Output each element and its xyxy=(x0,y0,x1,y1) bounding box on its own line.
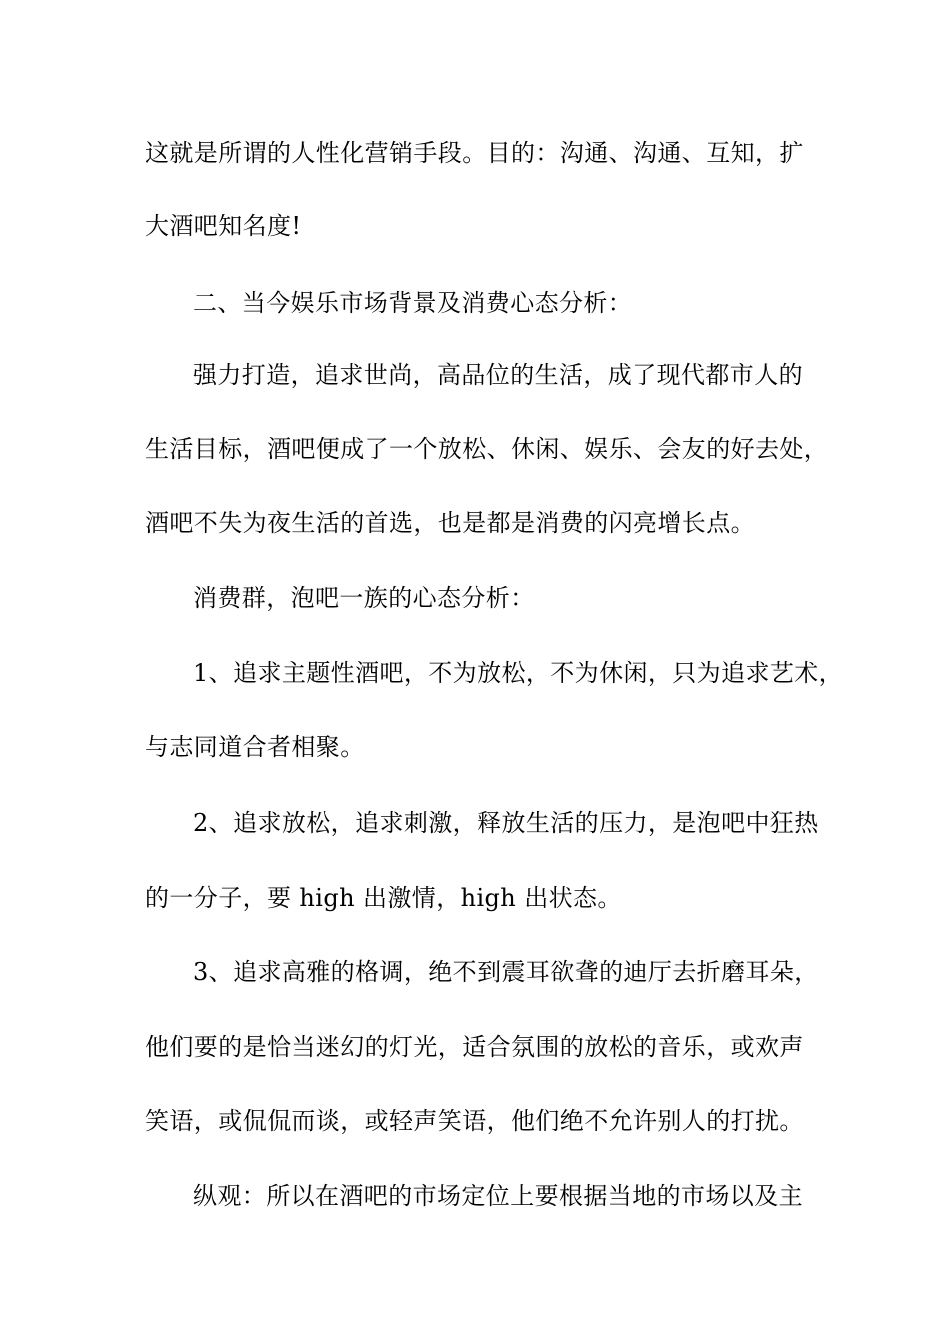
text-line: 纵观：所以在酒吧的市场定位上要根据当地的市场以及主 xyxy=(193,1182,803,1210)
text-line: 大酒吧知名度! xyxy=(145,212,302,240)
text-line: 笑语，或侃侃而谈，或轻声笑语，他们绝不允许别人的打扰。 xyxy=(145,1107,804,1135)
text-line: 的一分子，要 high 出激情，high 出状态。 xyxy=(145,884,622,912)
text-line: 这就是所谓的人性化营销手段。目的：沟通、沟通、互知，扩 xyxy=(145,139,804,167)
list-item: 2、追求放松，追求刺激，释放生活的压力，是泡吧中狂热 xyxy=(193,809,819,837)
text-line: 与志同道合者相聚。 xyxy=(145,733,365,761)
list-item: 3、追求高雅的格调，绝不到震耳欲聋的迪厅去折磨耳朵， xyxy=(193,958,819,986)
section-heading: 二、当今娱乐市场背景及消费心态分析： xyxy=(193,289,633,317)
text-line: 他们要的是恰当迷幻的灯光，适合氛围的放松的音乐，或欢声 xyxy=(145,1033,804,1061)
text-line: 消费群，泡吧一族的心态分析： xyxy=(193,584,535,612)
list-item: 1、追求主题性酒吧，不为放松，不为休闲，只为追求艺术， xyxy=(193,659,844,687)
text-line: 酒吧不失为夜生活的首选，也是都是消费的闪亮增长点。 xyxy=(145,509,755,537)
text-line: 强力打造，追求世尚，高品位的生活，成了现代都市人的 xyxy=(193,361,803,389)
text-line: 生活目标，酒吧便成了一个放松、休闲、娱乐、会友的好去处， xyxy=(145,435,829,463)
